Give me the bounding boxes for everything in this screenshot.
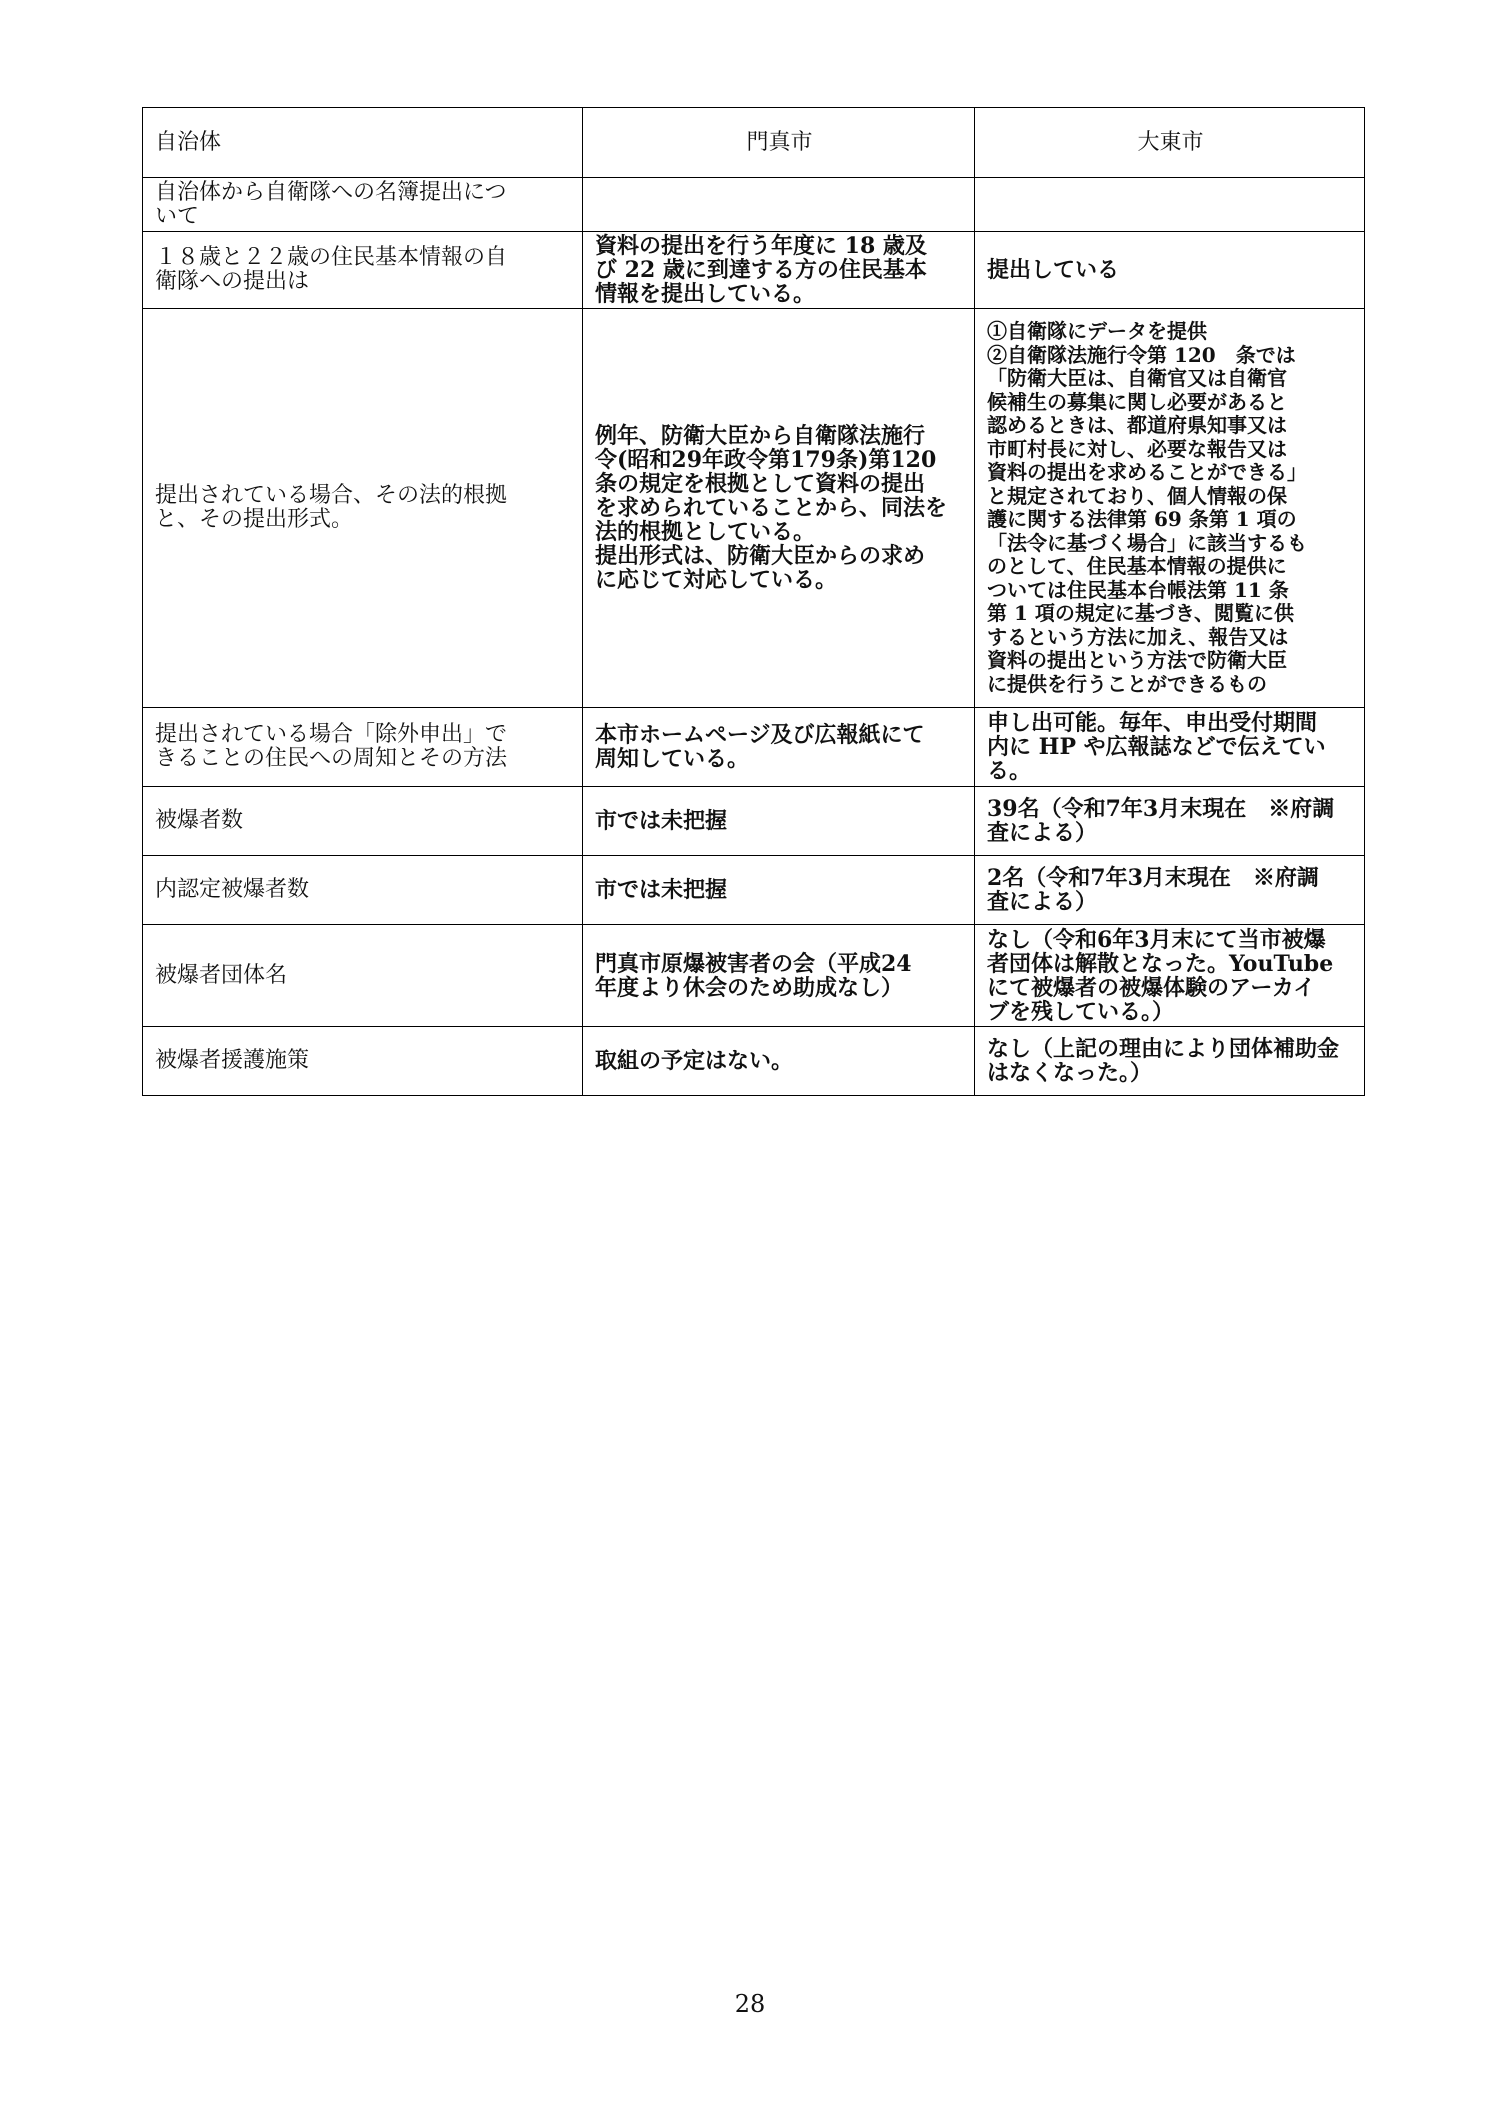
daito-cell: 提出している [975, 232, 1365, 309]
row-label: 被爆者数 [143, 787, 583, 856]
kadoma-cell: 門真市原爆被害者の会（平成24 年度より休会のため助成なし） [583, 925, 975, 1027]
table-row [143, 178, 1365, 232]
header-municipality: 自治体 [143, 108, 583, 178]
table-row [143, 1027, 1365, 1096]
row-label: 被爆者団体名 [143, 925, 583, 1027]
table-row [143, 309, 1365, 708]
daito-cell [975, 178, 1365, 232]
table-row [143, 925, 1365, 1027]
kadoma-cell: 例年、防衛大臣から自衛隊法施行 令(昭和29年政令第179条)第120 条の規定を根拠として資料の提出 を求められていることから、同法を 法的根拠としている。 提出形式は、防衛大臣からの求め に応じて対応している。 [583, 309, 975, 708]
page-number: 28 [734, 1990, 766, 2018]
table-header-row [143, 108, 1365, 178]
daito-cell: ①自衛隊にデータを提供 ②自衛隊法施行令第 120 条では 「防衛大臣は、自衛官又は自衛官 候補生の募集に関し必要があると 認めるときは、都道府県知事又は 市町村長に対し、必要な報告又は 資料の提出を求めることができる」 と規定されており、個人情報の保 護に関する法律第 69 条第 1 項の 「法令に基づく場合」に該当するも のとして、住民基本情報の提供に ついては住民基本台帳法第 11 条 第 1 項の規定に基づき、閲覧に供 するという方法に加え、報告又は 資料の提出という方法で防衛大臣 に提供を行うことができるもの [975, 309, 1365, 708]
daito-cell: 39名（令和7年3月末現在 ※府調 査による） [975, 787, 1365, 856]
kadoma-cell: 本市ホームページ及び広報紙にて 周知している。 [583, 708, 975, 787]
table-row [143, 856, 1365, 925]
kadoma-cell: 取組の予定はない。 [583, 1027, 975, 1096]
table-row [143, 787, 1365, 856]
kadoma-cell: 市では未把握 [583, 856, 975, 925]
row-label: 内認定被爆者数 [143, 856, 583, 925]
row-label: 提出されている場合「除外申出」で きることの住民への周知とその方法 [143, 708, 583, 787]
row-label: 被爆者援護施策 [143, 1027, 583, 1096]
table-row [143, 232, 1365, 309]
kadoma-cell [583, 178, 975, 232]
row-label: 提出されている場合、その法的根拠 と、その提出形式。 [143, 309, 583, 708]
daito-cell: 申し出可能。毎年、申出受付期間 内に HP や広報誌などで伝えてい る。 [975, 708, 1365, 787]
daito-cell: なし（令和6年3月末にて当市被爆 者団体は解散となった。YouTube にて被爆者の被爆体験のアーカイ ブを残している。） [975, 925, 1365, 1027]
header-kadoma: 門真市 [583, 108, 975, 178]
header-daito: 大東市 [975, 108, 1365, 178]
kadoma-cell: 市では未把握 [583, 787, 975, 856]
table-row [143, 708, 1365, 787]
daito-cell: 2名（令和7年3月末現在 ※府調 査による） [975, 856, 1365, 925]
row-label: １８歳と２２歳の住民基本情報の自 衛隊への提出は [143, 232, 583, 309]
survey-table [142, 107, 1365, 1096]
daito-cell: なし（上記の理由により団体補助金 はなくなった。） [975, 1027, 1365, 1096]
kadoma-cell: 資料の提出を行う年度に 18 歳及 び 22 歳に到達する方の住民基本 情報を提出している。 [583, 232, 975, 309]
row-label: 自治体から自衛隊への名簿提出につ いて [143, 178, 583, 232]
